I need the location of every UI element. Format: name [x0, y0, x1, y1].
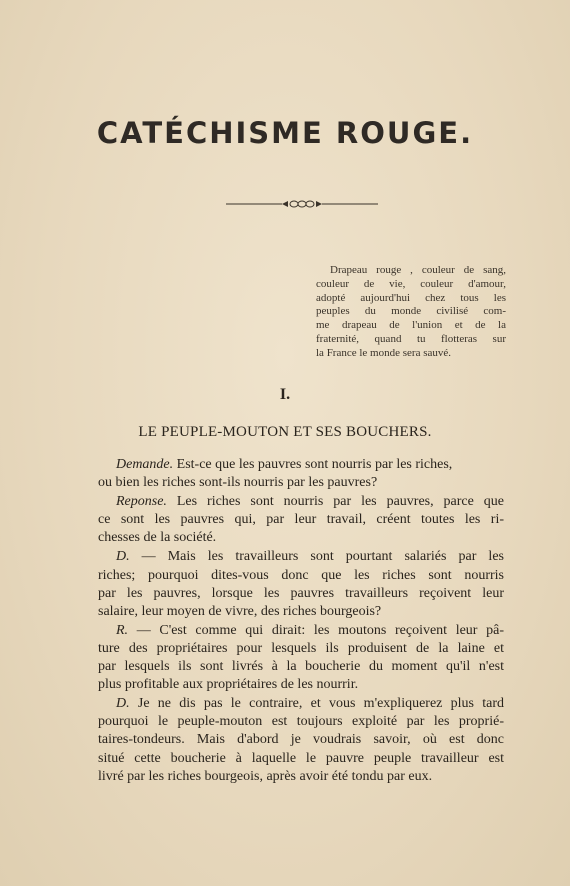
ornament-divider: [226, 198, 378, 210]
epigraph-line: fraternité, quand tu flotteras sur: [316, 332, 506, 345]
paragraph-line: par lesquels ils sont livrés à la boucherie du moment qu'il n'est: [98, 659, 504, 675]
paragraph-line: ce sont les pauvres qui, par leur travail, créent toutes les ri-: [98, 512, 504, 528]
line-text: Je ne dis pas le contraire, et vous m'expliquerez plus tard: [129, 696, 504, 712]
epigraph: [316, 264, 506, 361]
epigraph-line: adopté aujourd'hui chez tous les: [316, 291, 506, 304]
line-text: — C'est comme qui dirait: les moutons reçoivent leur pâ-: [128, 622, 504, 638]
epigraph-line: me drapeau de l'union et de la: [316, 319, 506, 332]
dialogue-paragraph: [98, 493, 504, 547]
section-title: LE PEUPLE-MOUTON ET SES BOUCHERS.: [138, 424, 432, 440]
paragraph-line: chesses de la société.: [98, 530, 217, 546]
speaker-label: Demande.: [116, 457, 174, 472]
paragraph-line: par les pauvres, lorsque les pauvres travailleurs reçoivent leur: [98, 585, 504, 601]
section-number: I.: [279, 386, 291, 403]
body-text: [98, 456, 504, 787]
line-text: Est-ce que les pauvres sont nourris par les riches,: [173, 457, 453, 472]
epigraph-line: peuples du monde civilisé com-: [316, 305, 506, 318]
paragraph-line: pourquoi le peuple-mouton est toujours exploité par les proprié-: [98, 714, 504, 730]
paragraph-line: ture des propriétaires pour lesquels ils produisent de la laine et: [98, 640, 504, 656]
speaker-label: Reponse.: [116, 494, 167, 510]
paragraph-line: [98, 493, 504, 511]
speaker-label: D.: [116, 549, 130, 565]
speaker-label: D.: [116, 696, 130, 712]
paragraph-line: situé cette boucherie à laquelle le pauvre peuple travailleur est: [98, 750, 504, 766]
epigraph-line: couleur de vie, couleur d'amour,: [316, 277, 506, 290]
paragraph-line: livré par les riches bourgeois, après avoir été tondu par eux.: [98, 768, 433, 784]
dialogue-paragraph: [98, 695, 504, 785]
dialogue-paragraph: [98, 622, 504, 694]
paragraph-line: riches; pourquoi dites-vous donc que les riches sont nourris: [98, 567, 504, 583]
dialogue-paragraph: [98, 456, 504, 492]
paragraph-line: ou bien les riches sont-ils nourris par les pauvres?: [98, 475, 378, 491]
line-text: Les riches sont nourris par les pauvres, parce que: [166, 494, 504, 510]
paragraph-line: [98, 548, 504, 566]
paragraph-line: [98, 695, 504, 713]
speaker-label: R.: [116, 622, 129, 638]
paragraph-line: taires-tondeurs. Mais d'abord je voudrais savoir, où est donc: [98, 732, 504, 748]
paragraph-line: plus profitable aux propriétaires de les nourrir.: [98, 677, 359, 693]
paragraph-line: [98, 456, 504, 474]
dialogue-paragraph: [98, 548, 504, 620]
epigraph-line: la France le monde sera sauvé.: [316, 346, 451, 359]
epigraph-line: Drapeau rouge , couleur de sang,: [330, 264, 506, 276]
line-text: — Mais les travailleurs sont pourtant salariés par les: [129, 549, 504, 565]
paragraph-line: [98, 622, 504, 640]
page-title: CATÉCHISME ROUGE.: [96, 116, 474, 150]
paragraph-line: salaire, leur moyen de vivre, des riches bourgeois?: [98, 603, 382, 619]
